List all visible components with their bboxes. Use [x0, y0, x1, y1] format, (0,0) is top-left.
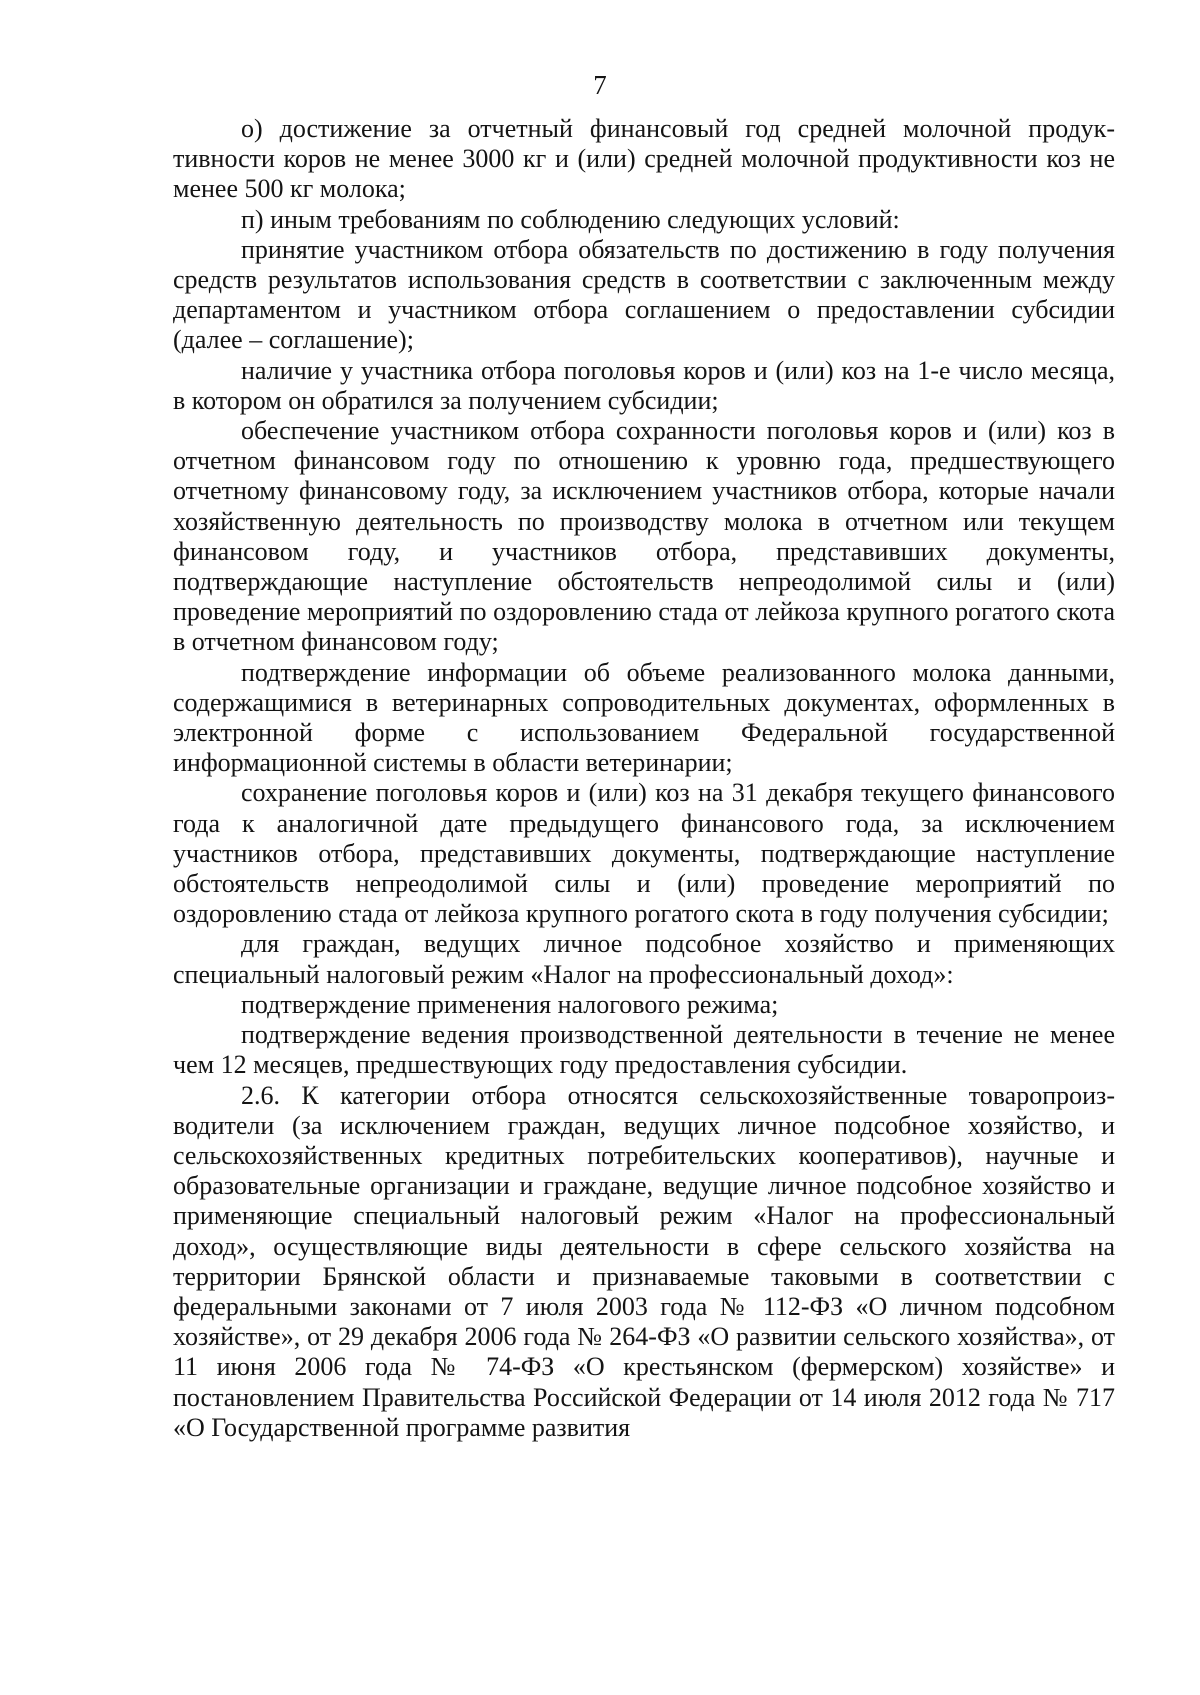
document-body [173, 114, 1115, 1443]
paragraph-section-2-6: 2.6. К категории отбора относятся сельскохозяйственные товаропроизводители (за исключением граждан, ведущих личное подсобное хозяйство, и сельскохозяйственных кредитных потребительских кооперативов), научные и образовательные организации и граждане, ведущие личное подсобное хозяйство и применяющие специальный налоговый режим «Налог на профессиональный доход», осуществляющие виды деятельности в сфере сельского хозяйства на территории Брянской области и признаваемые таковыми в соответствии с федеральными законами от 7 июля 2003 года № 112-ФЗ «О личном подсобном хозяйстве», от 29 декабря 2006 года № 264-ФЗ «О развитии сельского хозяйства», от 11 июня 2006 года № 74-ФЗ «О крестьянском (фермерском) хозяйстве» и постановлением Правительства Российской Федерации от 14 июля 2012 года № 717 «О Государственной программе развития [173, 1080, 1115, 1442]
paragraph-citizens-conditions: для граждан, ведущих личное подсобное хозяйство и применяющих специальный налоговый режим «Налог на профессиональный доход»: [173, 929, 1115, 989]
page-number: 7 [593, 70, 607, 100]
paragraph-obligations: принятие участником отбора обязательств по достижению в году получения средств результатов использования средств в соответствии с заключенным между департаментом и участником отбора соглашением о предоставлении субсидии (далее – соглашение); [173, 234, 1115, 355]
paragraph-item-o: о) достижение за отчетный финансовый год средней молочной продуктивности коров не менее 3000 кг и (или) средней молочной продуктивности коз не менее 500 кг молока; [173, 114, 1115, 204]
paragraph-livestock-december: сохранение поголовья коров и (или) коз на 31 декабря текущего финансового года к аналогичной дате предыдущего финансового года, за исключением участников отбора, представивших документы, подтверждающие наступление обстоятельств непреодолимой силы и (или) проведение мероприятий по оздоровлению стада от лейкоза крупного рогатого скота в году получения субсидии; [173, 778, 1115, 929]
paragraph-livestock-presence: наличие у участника отбора поголовья коров и (или) коз на 1-е число месяца, в котором он обратился за получением субсидии; [173, 355, 1115, 415]
paragraph-milk-volume-confirmation: подтверждение информации об объеме реализованного молока данными, содержащимися в ветеринарных сопроводительных документах, оформленных в электронной форме с использованием Федеральной государственной информационной системы в области ветеринарии; [173, 657, 1115, 778]
paragraph-item-p: п) иным требованиям по соблюдению следующих условий: [241, 204, 900, 234]
paragraph-tax-regime: подтверждение применения налогового режима; [241, 989, 779, 1019]
paragraph-livestock-preservation: обеспечение участником отбора сохранности поголовья коров и (или) коз в отчетном финансовом году по отношению к уровню года, предшествующего отчетному финансовому году, за исключением участников отбора, которые начали хозяйственную деятельность по производству молока в отчетном или текущем финансовом году, и участников отбора, представивших документы, подтверждающие наступление обстоятельств непреодолимой силы и (или) проведение мероприятий по оздоровлению стада от лейкоза крупного рогатого скота в отчетном финансовом году; [173, 416, 1115, 657]
paragraph-production-activity: подтверждение ведения производственной деятельности в течение не менее чем 12 месяцев, предшествующих году предоставления субсидии. [173, 1020, 1115, 1080]
